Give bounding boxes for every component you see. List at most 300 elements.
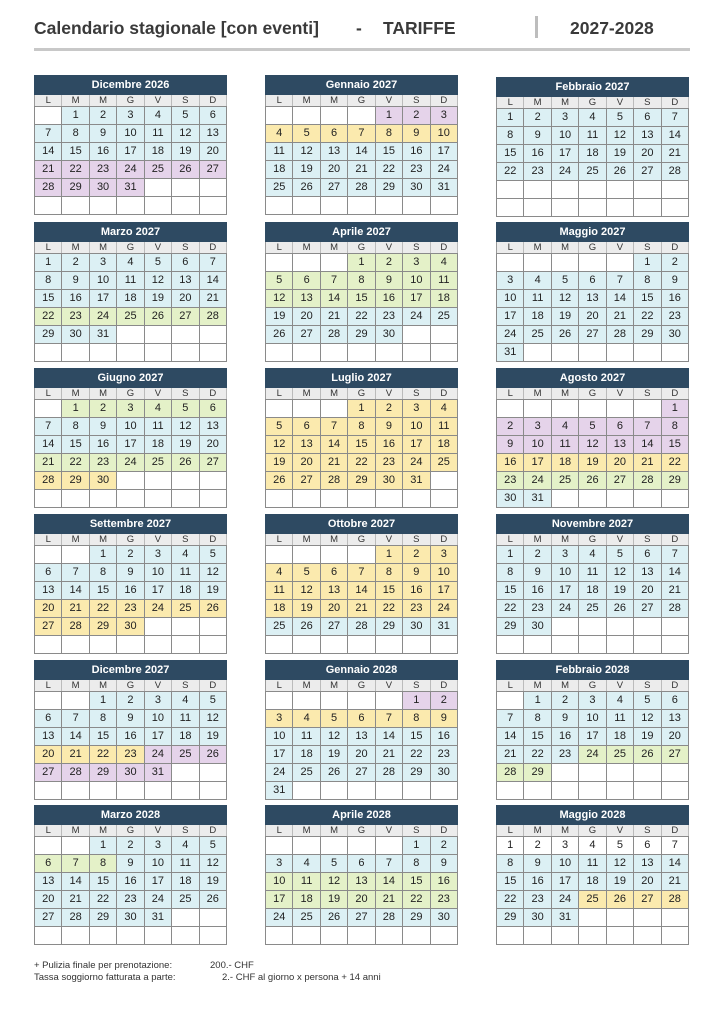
day-cell: 1: [376, 546, 403, 564]
day-cell: 29: [376, 618, 403, 636]
day-cell: 23: [431, 891, 458, 909]
day-cell: 15: [376, 143, 403, 161]
day-cell: 17: [145, 582, 172, 600]
empty-cell: [634, 782, 661, 800]
day-cell: 14: [348, 143, 375, 161]
weekday-label: V: [607, 388, 634, 399]
month-title: Gennaio 2028: [265, 660, 458, 680]
day-cell: 27: [607, 472, 634, 490]
day-cell: 29: [376, 179, 403, 197]
day-cell: 10: [403, 272, 430, 290]
empty-cell: [579, 636, 606, 654]
day-grid: [34, 691, 227, 800]
weekday-label: D: [200, 534, 227, 545]
empty-cell: [145, 179, 172, 197]
day-cell: 22: [403, 746, 430, 764]
empty-cell: [172, 490, 199, 508]
day-cell: 9: [524, 855, 551, 873]
day-cell: 28: [200, 308, 227, 326]
empty-cell: [579, 764, 606, 782]
day-cell: 14: [662, 564, 689, 582]
day-cell: 8: [403, 710, 430, 728]
day-cell: 12: [172, 418, 199, 436]
empty-cell: [634, 199, 661, 217]
day-cell: 8: [403, 855, 430, 873]
empty-cell: [607, 909, 634, 927]
weekday-label: S: [634, 97, 661, 108]
day-cell: 28: [321, 472, 348, 490]
weekday-label: D: [662, 388, 689, 399]
page-title: Calendario stagionale [con eventi]: [34, 18, 319, 38]
weekday-label: L: [497, 825, 524, 836]
day-cell: 11: [579, 127, 606, 145]
empty-cell: [634, 400, 661, 418]
day-cell: 14: [376, 728, 403, 746]
day-cell: 7: [62, 855, 89, 873]
cleaning-fee-label: + Pulizia finale per prenotazione:: [34, 960, 173, 971]
weekday-label: L: [266, 680, 293, 691]
empty-cell: [200, 909, 227, 927]
weekday-label: M: [552, 97, 579, 108]
day-cell: 16: [403, 582, 430, 600]
day-cell: 4: [172, 546, 199, 564]
day-cell: 10: [117, 418, 144, 436]
day-cell: 18: [579, 873, 606, 891]
day-cell: 25: [266, 179, 293, 197]
empty-cell: [200, 636, 227, 654]
weekday-label: S: [172, 242, 199, 253]
day-cell: 19: [579, 454, 606, 472]
day-cell: 28: [376, 909, 403, 927]
day-cell: 12: [266, 290, 293, 308]
day-cell: 21: [348, 600, 375, 618]
day-cell: 17: [524, 454, 551, 472]
weekday-label: L: [35, 242, 62, 253]
day-cell: 19: [607, 145, 634, 163]
month-calendar: [496, 514, 689, 654]
day-cell: 9: [524, 564, 551, 582]
day-cell: 18: [172, 728, 199, 746]
day-cell: 9: [431, 855, 458, 873]
weekday-label: D: [431, 388, 458, 399]
empty-cell: [35, 344, 62, 362]
weekday-label: L: [497, 388, 524, 399]
day-cell: 1: [348, 254, 375, 272]
day-grid: [265, 399, 458, 508]
day-cell: 4: [552, 418, 579, 436]
empty-cell: [321, 927, 348, 945]
day-cell: 29: [62, 472, 89, 490]
day-cell: 1: [403, 837, 430, 855]
empty-cell: [524, 254, 551, 272]
day-cell: 12: [321, 873, 348, 891]
weekday-label: G: [579, 680, 606, 691]
empty-cell: [607, 927, 634, 945]
day-cell: 9: [376, 418, 403, 436]
day-cell: 6: [634, 837, 661, 855]
month-title: Maggio 2028: [496, 805, 689, 825]
day-grid: [34, 836, 227, 945]
month-title: Aprile 2027: [265, 222, 458, 242]
day-cell: 11: [266, 143, 293, 161]
day-cell: 13: [293, 290, 320, 308]
day-cell: 4: [145, 107, 172, 125]
day-cell: 14: [497, 728, 524, 746]
weekday-label: S: [172, 388, 199, 399]
month-title: Marzo 2027: [34, 222, 227, 242]
day-cell: 29: [348, 472, 375, 490]
footer-notes: [34, 960, 381, 984]
day-cell: 22: [90, 600, 117, 618]
day-cell: 16: [376, 290, 403, 308]
empty-cell: [117, 472, 144, 490]
day-cell: 11: [607, 710, 634, 728]
day-cell: 7: [35, 418, 62, 436]
day-grid: [496, 836, 689, 945]
day-cell: 21: [35, 454, 62, 472]
day-cell: 28: [348, 618, 375, 636]
weekday-label: L: [35, 825, 62, 836]
day-cell: 18: [431, 436, 458, 454]
day-cell: 26: [634, 746, 661, 764]
day-cell: 14: [200, 272, 227, 290]
empty-cell: [321, 782, 348, 800]
empty-cell: [552, 764, 579, 782]
weekday-label: M: [90, 680, 117, 691]
day-cell: 3: [552, 546, 579, 564]
empty-cell: [172, 764, 199, 782]
weekday-label: V: [607, 97, 634, 108]
month-calendar: [34, 805, 227, 945]
empty-cell: [293, 546, 320, 564]
weekday-label: M: [90, 95, 117, 106]
day-cell: 26: [172, 454, 199, 472]
day-cell: 22: [35, 308, 62, 326]
empty-cell: [35, 197, 62, 215]
empty-cell: [607, 344, 634, 362]
day-cell: 11: [293, 873, 320, 891]
empty-cell: [35, 927, 62, 945]
day-cell: 27: [321, 179, 348, 197]
empty-cell: [35, 782, 62, 800]
day-cell: 24: [403, 308, 430, 326]
empty-cell: [376, 782, 403, 800]
weekday-label: G: [579, 534, 606, 545]
day-cell: 18: [266, 600, 293, 618]
weekday-header: [265, 95, 458, 106]
day-cell: 29: [90, 618, 117, 636]
day-cell: 3: [431, 107, 458, 125]
day-cell: 10: [431, 564, 458, 582]
day-cell: 5: [172, 107, 199, 125]
day-cell: 27: [579, 326, 606, 344]
empty-cell: [62, 197, 89, 215]
day-cell: 16: [117, 582, 144, 600]
day-cell: 3: [552, 109, 579, 127]
empty-cell: [524, 782, 551, 800]
day-cell: 24: [552, 891, 579, 909]
day-cell: 17: [552, 582, 579, 600]
empty-cell: [524, 199, 551, 217]
month-title: Ottobre 2027: [265, 514, 458, 534]
empty-cell: [348, 692, 375, 710]
empty-cell: [524, 344, 551, 362]
weekday-label: V: [145, 534, 172, 545]
day-grid: [265, 106, 458, 215]
day-cell: 7: [607, 272, 634, 290]
day-cell: 29: [403, 764, 430, 782]
day-cell: 19: [266, 454, 293, 472]
day-cell: 6: [634, 546, 661, 564]
day-cell: 10: [552, 127, 579, 145]
day-cell: 15: [376, 582, 403, 600]
empty-cell: [321, 254, 348, 272]
day-cell: 26: [321, 764, 348, 782]
day-cell: 26: [266, 326, 293, 344]
weekday-label: M: [552, 388, 579, 399]
day-cell: 16: [117, 728, 144, 746]
weekday-header: [265, 242, 458, 253]
day-cell: 1: [90, 692, 117, 710]
day-cell: 24: [117, 454, 144, 472]
day-cell: 15: [403, 873, 430, 891]
day-cell: 6: [200, 107, 227, 125]
day-cell: 10: [145, 710, 172, 728]
day-cell: 8: [62, 125, 89, 143]
day-cell: 31: [145, 909, 172, 927]
empty-cell: [607, 618, 634, 636]
day-cell: 18: [552, 454, 579, 472]
month-calendar: [34, 368, 227, 508]
day-cell: 28: [62, 618, 89, 636]
day-cell: 24: [552, 163, 579, 181]
day-grid: [496, 253, 689, 362]
empty-cell: [552, 181, 579, 199]
day-cell: 27: [634, 163, 661, 181]
day-cell: 18: [607, 728, 634, 746]
day-cell: 24: [524, 472, 551, 490]
day-cell: 28: [607, 326, 634, 344]
day-cell: 10: [497, 290, 524, 308]
weekday-label: S: [172, 825, 199, 836]
day-cell: 8: [497, 564, 524, 582]
day-cell: 10: [266, 728, 293, 746]
day-cell: 17: [579, 728, 606, 746]
day-cell: 24: [266, 764, 293, 782]
day-cell: 20: [321, 161, 348, 179]
day-cell: 3: [497, 272, 524, 290]
empty-cell: [90, 927, 117, 945]
weekday-label: S: [634, 534, 661, 545]
day-cell: 5: [607, 109, 634, 127]
day-cell: 24: [145, 600, 172, 618]
day-cell: 31: [431, 618, 458, 636]
empty-cell: [607, 400, 634, 418]
empty-cell: [35, 107, 62, 125]
day-cell: 22: [90, 746, 117, 764]
empty-cell: [117, 782, 144, 800]
day-cell: 25: [145, 161, 172, 179]
day-cell: 22: [348, 308, 375, 326]
day-cell: 4: [293, 710, 320, 728]
day-cell: 2: [497, 418, 524, 436]
empty-cell: [321, 400, 348, 418]
day-cell: 8: [348, 418, 375, 436]
empty-cell: [321, 490, 348, 508]
empty-cell: [579, 400, 606, 418]
day-cell: 9: [62, 272, 89, 290]
month-title: Novembre 2027: [496, 514, 689, 534]
day-cell: 25: [607, 746, 634, 764]
weekday-label: L: [266, 95, 293, 106]
day-cell: 6: [321, 564, 348, 582]
empty-cell: [662, 181, 689, 199]
empty-cell: [35, 546, 62, 564]
weekday-header: [34, 95, 227, 106]
tourist-tax-row: [34, 972, 381, 984]
day-cell: 11: [524, 290, 551, 308]
day-cell: 17: [266, 746, 293, 764]
day-cell: 16: [524, 582, 551, 600]
empty-cell: [62, 927, 89, 945]
day-cell: 9: [117, 564, 144, 582]
empty-cell: [403, 490, 430, 508]
day-cell: 3: [579, 692, 606, 710]
empty-cell: [607, 254, 634, 272]
day-cell: 2: [90, 400, 117, 418]
empty-cell: [321, 692, 348, 710]
day-cell: 21: [662, 873, 689, 891]
weekday-label: V: [607, 825, 634, 836]
day-cell: 30: [431, 764, 458, 782]
weekday-label: D: [431, 95, 458, 106]
day-cell: 19: [200, 728, 227, 746]
day-cell: 14: [35, 436, 62, 454]
day-cell: 15: [90, 873, 117, 891]
day-cell: 8: [376, 125, 403, 143]
weekday-label: D: [431, 680, 458, 691]
weekday-label: M: [524, 680, 551, 691]
cleaning-fee-value: 200.- CHF: [210, 960, 254, 971]
empty-cell: [497, 181, 524, 199]
day-cell: 8: [497, 855, 524, 873]
day-cell: 16: [662, 290, 689, 308]
day-cell: 8: [62, 418, 89, 436]
day-cell: 30: [376, 472, 403, 490]
empty-cell: [321, 636, 348, 654]
empty-cell: [172, 636, 199, 654]
empty-cell: [552, 400, 579, 418]
weekday-header: [265, 534, 458, 545]
day-cell: 12: [552, 290, 579, 308]
weekday-label: G: [579, 97, 606, 108]
day-cell: 10: [524, 436, 551, 454]
day-cell: 9: [90, 125, 117, 143]
month-calendar: [496, 368, 689, 508]
month-title: Maggio 2027: [496, 222, 689, 242]
day-cell: 12: [172, 125, 199, 143]
empty-cell: [579, 344, 606, 362]
empty-cell: [90, 636, 117, 654]
day-cell: 19: [321, 891, 348, 909]
day-cell: 31: [145, 764, 172, 782]
empty-cell: [293, 107, 320, 125]
day-cell: 25: [266, 618, 293, 636]
day-cell: 29: [35, 326, 62, 344]
empty-cell: [348, 927, 375, 945]
day-cell: 5: [266, 272, 293, 290]
day-cell: 27: [348, 764, 375, 782]
day-cell: 27: [634, 891, 661, 909]
day-cell: 23: [524, 891, 551, 909]
empty-cell: [634, 909, 661, 927]
empty-cell: [35, 636, 62, 654]
empty-cell: [266, 692, 293, 710]
empty-cell: [348, 490, 375, 508]
weekday-label: D: [662, 825, 689, 836]
day-cell: 22: [62, 454, 89, 472]
empty-cell: [35, 400, 62, 418]
empty-cell: [662, 344, 689, 362]
day-cell: 8: [376, 564, 403, 582]
day-cell: 15: [662, 436, 689, 454]
day-cell: 20: [607, 454, 634, 472]
day-cell: 26: [607, 600, 634, 618]
day-cell: 26: [266, 472, 293, 490]
weekday-label: S: [634, 825, 661, 836]
day-cell: 3: [403, 254, 430, 272]
day-cell: 15: [348, 290, 375, 308]
weekday-label: D: [662, 97, 689, 108]
day-cell: 2: [62, 254, 89, 272]
day-cell: 10: [145, 564, 172, 582]
day-cell: 28: [662, 163, 689, 181]
day-cell: 15: [35, 290, 62, 308]
day-cell: 28: [62, 909, 89, 927]
day-cell: 14: [321, 290, 348, 308]
title-dash: -: [356, 18, 362, 38]
weekday-header: [265, 825, 458, 836]
day-cell: 23: [403, 600, 430, 618]
day-cell: 26: [293, 179, 320, 197]
weekday-label: V: [376, 388, 403, 399]
day-cell: 4: [266, 125, 293, 143]
day-cell: 22: [62, 161, 89, 179]
empty-cell: [431, 782, 458, 800]
empty-cell: [62, 636, 89, 654]
empty-cell: [403, 636, 430, 654]
day-cell: 1: [497, 546, 524, 564]
day-cell: 14: [607, 290, 634, 308]
weekday-label: V: [376, 242, 403, 253]
day-cell: 8: [524, 710, 551, 728]
weekday-header: [496, 825, 689, 836]
day-cell: 3: [145, 837, 172, 855]
day-cell: 21: [321, 308, 348, 326]
empty-cell: [90, 344, 117, 362]
weekday-label: M: [293, 825, 320, 836]
day-cell: 5: [579, 418, 606, 436]
empty-cell: [607, 199, 634, 217]
day-cell: 26: [145, 308, 172, 326]
empty-cell: [200, 197, 227, 215]
weekday-label: V: [145, 242, 172, 253]
day-cell: 17: [90, 290, 117, 308]
empty-cell: [266, 254, 293, 272]
weekday-label: D: [200, 95, 227, 106]
weekday-header: [265, 388, 458, 399]
day-cell: 30: [90, 179, 117, 197]
